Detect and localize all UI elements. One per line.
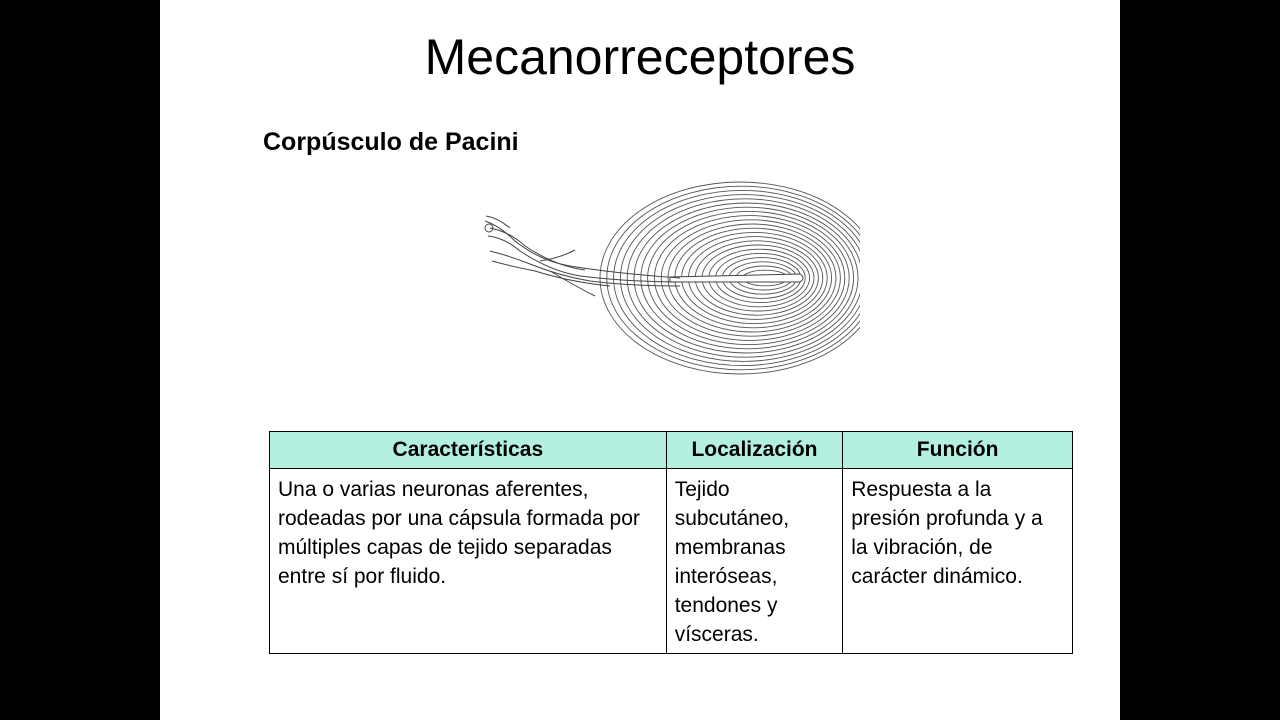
header-localizacion: Localización <box>666 432 843 469</box>
header-funcion: Función <box>843 432 1073 469</box>
table-row <box>270 469 1073 654</box>
slide <box>160 0 1120 720</box>
info-table <box>269 431 1073 654</box>
pacinian-corpuscle-illustration <box>480 166 860 386</box>
slide-title: Mecanorreceptores <box>424 29 856 85</box>
header-caracteristicas: Características <box>270 432 667 469</box>
slide-subtitle: Corpúsculo de Pacini <box>263 128 519 156</box>
cell-caracteristicas: Una o varias neuronas aferentes, rodeadas por una cápsula formada por múltiples capas de tejido separadas entre sí por fluido. <box>270 469 667 654</box>
cell-localizacion: Tejido subcutáneo, membranas interóseas, tendones y vísceras. <box>666 469 843 654</box>
cell-funcion: Respuesta a la presión profunda y a la vibración, de carácter dinámico. <box>843 469 1073 654</box>
table-header-row <box>270 432 1073 469</box>
